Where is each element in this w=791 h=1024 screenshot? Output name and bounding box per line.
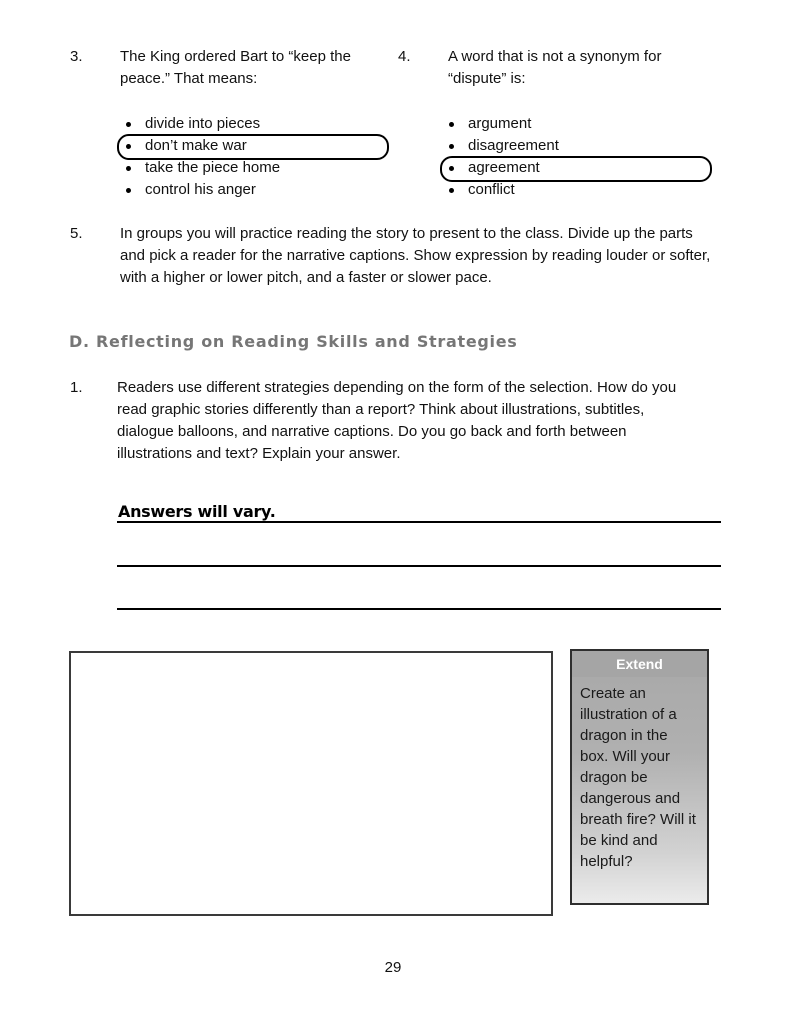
extend-box	[570, 649, 709, 905]
bullet-icon	[449, 166, 454, 171]
choice-label: conflict	[468, 181, 515, 198]
bullet-icon	[449, 144, 454, 149]
bullet-icon	[126, 144, 131, 149]
choice-label: don’t make war	[145, 137, 247, 154]
choice-label: control his anger	[145, 181, 256, 198]
choice-item[interactable]	[117, 179, 407, 201]
choice-item[interactable]	[117, 113, 407, 135]
bullet-icon	[126, 166, 131, 171]
choice-item-selected[interactable]	[117, 135, 407, 157]
page-number: 29	[384, 959, 402, 976]
choice-label: divide into pieces	[145, 115, 261, 132]
bullet-icon	[126, 122, 131, 127]
question-4-number: 4.	[398, 48, 411, 65]
choice-item[interactable]	[117, 157, 407, 179]
choice-label: argument	[468, 115, 532, 132]
question-3-number: 3.	[70, 48, 83, 65]
choice-label: agreement	[468, 159, 540, 176]
section-d-question-1-text: Readers use different strategies depending on the form of the selection. How do you read graphic stories differently than a report? Think about illustrations, subtitles, dialogue balloons, and narrative captions. Do you go back and forth between illustrations and text? Explain your answer.	[117, 379, 677, 462]
question-5-number: 5.	[70, 225, 83, 242]
choice-item[interactable]	[440, 179, 730, 201]
extend-body-text: Create an illustration of a dragon in the box. Will your dragon be dangerous and breath fire? Will it be kind and helpful?	[580, 685, 696, 870]
bullet-icon	[449, 122, 454, 127]
extend-title: Extend	[572, 651, 707, 677]
question-4-prompt: A word that is not a synonym for “dispute” is:	[448, 48, 662, 87]
question-4-choices	[440, 113, 730, 201]
handwritten-answer: Answers will vary.	[118, 502, 276, 521]
choice-item-selected[interactable]	[440, 157, 730, 179]
bullet-icon	[449, 188, 454, 193]
question-3-prompt: The King ordered Bart to “keep the peace.” That means:	[120, 48, 351, 87]
section-d-heading: D. Reflecting on Reading Skills and Strategies	[69, 332, 518, 351]
choice-label: take the piece home	[145, 159, 281, 176]
choice-item[interactable]	[440, 113, 730, 135]
bullet-icon	[126, 188, 131, 193]
choice-item[interactable]	[440, 135, 730, 157]
section-d-question-1-number: 1.	[70, 379, 83, 396]
drawing-box[interactable]	[69, 651, 553, 916]
answer-line-3[interactable]	[117, 608, 721, 610]
question-3-choices	[117, 113, 407, 201]
answer-line-2[interactable]	[117, 565, 721, 567]
answer-line-1[interactable]	[117, 521, 721, 523]
question-5-text: In groups you will practice reading the story to present to the class. Divide up the parts and pick a reader for the narrative captions. Show expression by reading louder or softer, with a higher or lower pitch, and a faster or slower pace.	[120, 225, 711, 286]
choice-label: disagreement	[468, 137, 559, 154]
